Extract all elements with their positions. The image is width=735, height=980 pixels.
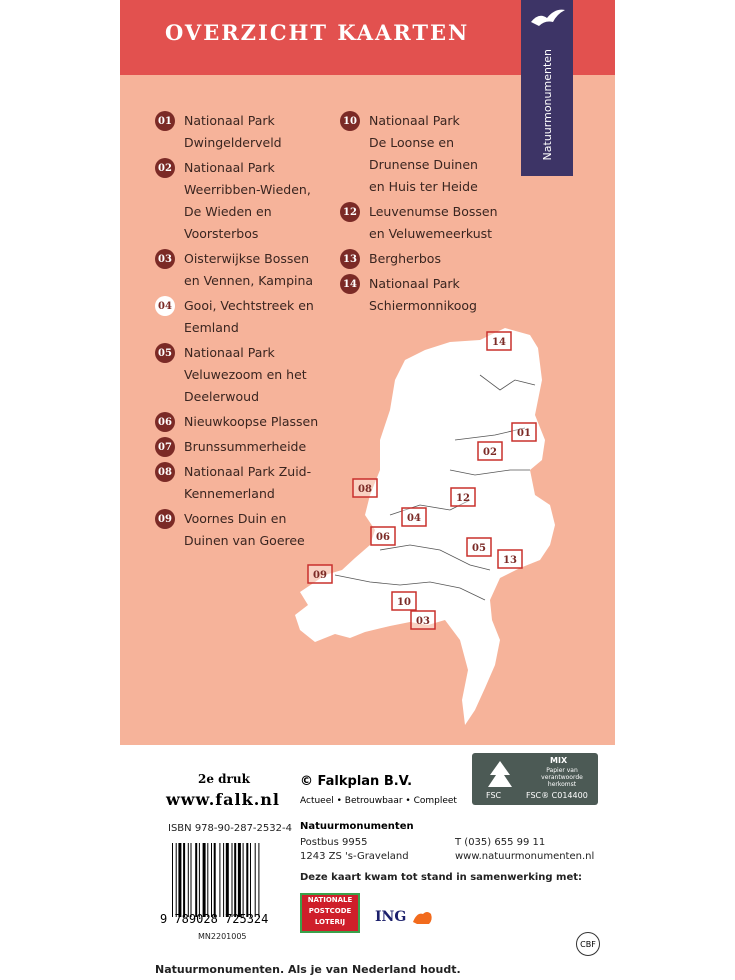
publisher-tagline: Actueel • Betrouwbaar • Compleet: [300, 796, 457, 806]
legend-number: 14: [340, 274, 360, 294]
address-line1: Postbus 9955: [300, 837, 368, 848]
page-title: OVERZICHT KAARTEN: [165, 20, 470, 45]
map-marker: [411, 611, 435, 629]
isbn: ISBN 978-90-287-2532-4: [168, 823, 292, 834]
legend-label: Nationaal Park Weerribben-Wieden, De Wieden en Voorsterbos: [184, 160, 311, 241]
fsc-mix: MIX: [550, 756, 568, 765]
publisher: © Falkplan B.V.: [300, 774, 413, 789]
fsc-code: FSC® C014400: [526, 791, 588, 800]
legend-number: 05: [155, 343, 175, 363]
legend-label: Nationaal Park Schiermonnikoog: [369, 276, 477, 313]
legend-item: [340, 248, 519, 270]
legend-number: 12: [340, 202, 360, 222]
legend-number: 01: [155, 111, 175, 131]
legend-item: [155, 110, 334, 154]
legend-number: 06: [155, 412, 175, 432]
map-marker: [451, 488, 475, 506]
map-marker-label: 10: [397, 597, 411, 608]
legend-item: [155, 248, 334, 292]
map-marker-label: 01: [517, 428, 531, 439]
fsc-text: Papier van verantwoorde herkomst: [541, 767, 583, 788]
legend-item: [340, 201, 519, 245]
legend-label: Voornes Duin en Duinen van Goeree: [184, 511, 305, 548]
footer-slogan: Natuurmonumenten. Als je van Nederland houdt.: [155, 963, 461, 976]
legend-number: 13: [340, 249, 360, 269]
cbf-logo: CBF: [576, 932, 600, 956]
legend-label: Nationaal Park Veluwezoom en het Deelerwoud: [184, 345, 307, 404]
legend-label: Leuvenumse Bossen en Veluwemeerkust: [369, 204, 498, 241]
legend-label: Nieuwkoopse Plassen: [184, 414, 319, 429]
legend-number: 10: [340, 111, 360, 131]
map-marker-label: 06: [376, 532, 390, 543]
legend-label: Nationaal Park Dwingelderveld: [184, 113, 282, 150]
netherlands-map: [280, 320, 570, 740]
legend-item: [155, 157, 334, 245]
cooperation-text: Deze kaart kwam tot stand in samenwerking met:: [300, 872, 583, 883]
map-marker-label: 05: [472, 543, 486, 554]
nm-website[interactable]: www.natuurmonumenten.nl: [455, 851, 595, 862]
fsc-logo: [472, 753, 598, 805]
org-name: Natuurmonumenten: [300, 821, 414, 832]
map-marker: [478, 442, 502, 460]
product-code: MN2201005: [198, 932, 247, 941]
lion-icon: [411, 908, 435, 926]
legend-label: Brunssummerheide: [184, 439, 307, 454]
map-marker-label: 14: [492, 337, 506, 348]
legend-label: Oisterwijkse Bossen en Vennen, Kampina: [184, 251, 314, 288]
map-marker: [487, 332, 511, 350]
falk-website[interactable]: www.falk.nl: [166, 790, 280, 809]
postcode-loterij-logo: NATIONALE POSTCODE LOTERIJ: [300, 893, 360, 933]
legend-number: 07: [155, 437, 175, 457]
legend-number: 04: [155, 296, 175, 316]
legend-label: Nationaal Park Zuid- Kennemerland: [184, 464, 312, 501]
map-marker: [392, 592, 416, 610]
map-marker-label: 09: [313, 570, 327, 581]
map-marker-label: 13: [503, 555, 517, 566]
legend-item: [340, 110, 519, 198]
barcode-digits: 9 789028 725324: [160, 912, 269, 926]
map-marker: [371, 527, 395, 545]
bird-logo-icon: [521, 0, 573, 40]
legend-label: Gooi, Vechtstreek en Eemland: [184, 298, 314, 335]
ing-logo: ING: [375, 906, 435, 926]
map-marker: [353, 479, 377, 497]
map-marker-label: 08: [358, 484, 372, 495]
legend-number: 08: [155, 462, 175, 482]
map-marker: [308, 565, 332, 583]
legend-number: 09: [155, 509, 175, 529]
map-marker: [467, 538, 491, 556]
address-line2: 1243 ZS 's-Graveland: [300, 851, 409, 862]
legend-label: Bergherbos: [369, 251, 441, 266]
legend-item: [340, 273, 519, 317]
legend-number: 03: [155, 249, 175, 269]
map-marker-label: 03: [416, 616, 430, 627]
map-marker-label: 12: [456, 493, 470, 504]
map-marker: [512, 423, 536, 441]
side-tab-label: Natuurmonumenten: [540, 49, 554, 161]
phone: T (035) 655 99 11: [455, 837, 546, 848]
map-marker: [402, 508, 426, 526]
map-marker-label: 04: [407, 513, 421, 524]
map-marker: [498, 550, 522, 568]
legend-number: 02: [155, 158, 175, 178]
map-marker-label: 02: [483, 447, 497, 458]
legend-label: Nationaal Park De Loonse en Drunense Duinen en Huis ter Heide: [369, 113, 478, 194]
fsc-label: FSC: [486, 791, 502, 800]
edition: 2e druk: [198, 772, 250, 786]
